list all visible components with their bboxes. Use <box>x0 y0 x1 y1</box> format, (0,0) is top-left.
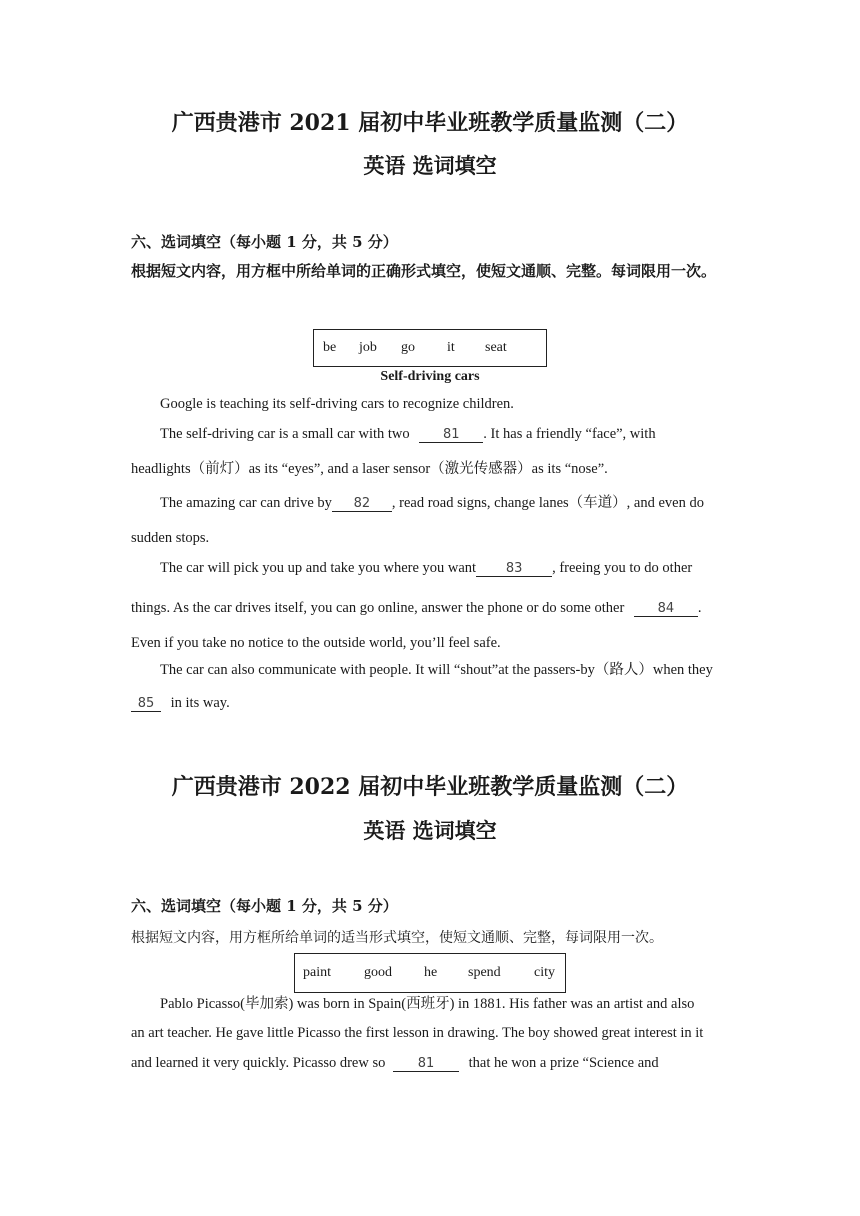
passage-text: The amazing car can drive by <box>160 495 332 511</box>
passage-line: an art teacher. He gave little Picasso the first lesson in drawing. The boy showed great interest in it <box>131 1025 704 1041</box>
answer-blank-84[interactable]: 84 <box>634 601 698 617</box>
section2-subtitle: 英语 选词填空 <box>363 818 497 843</box>
word-box-item: be <box>323 340 337 355</box>
section2-title: 广西贵港市 2022 届初中毕业班教学质量监测（二） <box>171 774 689 800</box>
passage-line: The car can also communicate with people. It will “shout”at the passers-by（路人）when they <box>160 662 713 678</box>
passage-text: . It has a friendly “face”, with <box>483 426 656 442</box>
passage-line <box>160 559 692 577</box>
passage-line <box>160 425 656 443</box>
passage-text: , read road signs, change lanes（车道）, and even do <box>391 495 704 511</box>
passage-title: Self-driving cars <box>380 369 480 384</box>
passage-line <box>131 599 702 617</box>
passage-text: and learned it very quickly. Picasso drew so <box>131 1055 386 1071</box>
section1-instruction: 根据短文内容，用方框中所给单词的正确形式填空，使短文通顺、完整。每词限用一次。 <box>131 262 717 280</box>
answer-blank-83[interactable]: 83 <box>476 561 552 577</box>
passage-text: that he won a prize “Science and <box>468 1055 659 1071</box>
answer-blank-81[interactable]: 81 <box>419 427 483 443</box>
passage-text: The self-driving car is a small car with two <box>160 426 410 442</box>
passage-text: things. As the car drives itself, you can go online, answer the phone or do some other <box>131 600 625 616</box>
passage-line: headlights（前灯）as its “eyes”, and a laser sensor（激光传感器）as its “nose”. <box>131 461 608 477</box>
answer-blank-82[interactable]: 82 <box>332 496 392 512</box>
passage-text: . <box>697 600 702 616</box>
section1-word-box <box>313 329 547 367</box>
passage-line <box>131 1054 659 1072</box>
section2-word-box <box>294 953 566 993</box>
passage-line: Pablo Picasso(毕加索) was born in Spain(西班牙) in 1881. His father was an artist and also <box>160 996 695 1012</box>
word-box-item: go <box>401 340 415 355</box>
passage-text: The car will pick you up and take you where you want <box>160 560 477 576</box>
passage-line <box>160 494 704 512</box>
word-box-item: it <box>447 340 455 355</box>
section1-heading: 六、选词填空（每小题 1 分，共 5 分） <box>131 233 398 251</box>
word-box-item: spend <box>468 965 501 980</box>
section2-instruction: 根据短文内容，用方框所给单词的适当形式填空，使短文通顺、完整，每词限用一次。 <box>131 930 663 946</box>
section1-subtitle: 英语 选词填空 <box>363 153 497 178</box>
word-box-item: job <box>359 340 377 355</box>
passage-line: Google is teaching its self-driving cars to recognize children. <box>160 396 514 412</box>
passage-line <box>131 694 230 712</box>
section2-heading: 六、选词填空（每小题 1 分，共 5 分） <box>131 897 398 915</box>
answer-blank-85[interactable]: 85 <box>131 696 161 712</box>
passage-line: Even if you take no notice to the outside world, you’ll feel safe. <box>131 635 501 651</box>
word-box-item: city <box>534 965 555 980</box>
section1-title: 广西贵港市 2021 届初中毕业班教学质量监测（二） <box>171 110 689 136</box>
word-box-item: good <box>364 965 392 980</box>
passage-text: , freeing you to do other <box>552 560 693 576</box>
word-box-item: paint <box>303 965 331 980</box>
passage-text: in its way. <box>170 695 230 711</box>
word-box-item: seat <box>485 340 507 355</box>
passage-line: sudden stops. <box>131 530 210 546</box>
word-box-item: he <box>424 965 438 980</box>
answer-blank-81[interactable]: 81 <box>393 1056 459 1072</box>
